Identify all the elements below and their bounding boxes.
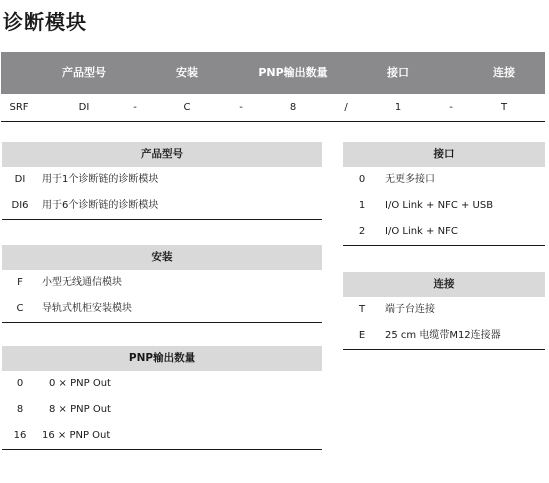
pnp-table-title: PNP输出数量 <box>2 346 322 371</box>
code-separator: / <box>344 102 348 113</box>
interface-table <box>343 142 545 246</box>
pnp-table <box>2 346 322 450</box>
option-code: 2 <box>358 226 366 237</box>
option-desc: 用于1个诊断链的诊断模块 <box>42 174 159 185</box>
code-seg: 8 <box>289 102 297 113</box>
option-code: DI <box>14 174 26 185</box>
table-row <box>2 423 322 450</box>
page-title: 诊断模块 <box>3 10 87 34</box>
option-code: E <box>358 330 366 341</box>
table-row <box>2 167 322 193</box>
option-code: DI6 <box>11 200 29 211</box>
code-separator: - <box>239 102 243 113</box>
table-row <box>2 296 322 323</box>
header-col-connection: 连接 <box>493 66 515 79</box>
option-desc: I/O Link + NFC <box>385 226 458 237</box>
option-desc: 25 cm 电缆带M12连接器 <box>385 330 501 341</box>
option-code: F <box>17 277 23 288</box>
option-desc: I/O Link + NFC + USB <box>385 200 494 211</box>
install-table-title: 安装 <box>2 245 322 270</box>
option-desc: 8 × PNP Out <box>49 404 111 415</box>
product-table <box>2 142 322 220</box>
code-seg: T <box>500 102 508 113</box>
option-desc: 端子台连接 <box>385 304 435 315</box>
code-seg: DI <box>78 102 90 113</box>
option-desc: 0 × PNP Out <box>49 378 111 389</box>
table-row <box>343 323 545 350</box>
code-row <box>1 94 545 122</box>
table-row <box>343 219 545 246</box>
code-seg: C <box>183 102 191 113</box>
option-desc: 无更多接口 <box>385 174 435 185</box>
interface-table-title: 接口 <box>343 142 545 167</box>
option-code: 1 <box>358 200 366 211</box>
header-col-interface: 接口 <box>387 66 409 79</box>
table-row <box>2 193 322 220</box>
install-table <box>2 245 322 323</box>
code-separator: - <box>133 102 137 113</box>
option-code: 0 <box>16 378 24 389</box>
table-row <box>2 397 322 423</box>
table-row <box>343 193 545 219</box>
option-code: 16 <box>13 430 27 441</box>
option-desc: 16 × PNP Out <box>42 430 111 441</box>
code-separator: - <box>449 102 453 113</box>
code-seg: SRF <box>9 102 29 113</box>
header-col-install: 安装 <box>176 66 198 79</box>
option-code: 0 <box>358 174 366 185</box>
option-desc: 导轨式机柜安装模块 <box>42 303 132 314</box>
option-desc: 小型无线通信模块 <box>42 277 122 288</box>
connection-table-title: 连接 <box>343 272 545 297</box>
table-row <box>343 167 545 193</box>
product-table-title: 产品型号 <box>2 142 322 167</box>
table-row <box>2 371 322 397</box>
option-code: C <box>16 303 24 314</box>
table-row <box>2 270 322 296</box>
header-band <box>1 52 545 94</box>
option-desc: 用于6个诊断链的诊断模块 <box>42 200 159 211</box>
header-col-pnp: PNP输出数量 <box>258 66 328 79</box>
option-code: T <box>358 304 366 315</box>
header-col-product: 产品型号 <box>62 66 106 79</box>
option-code: 8 <box>16 404 24 415</box>
table-row <box>343 297 545 323</box>
code-seg: 1 <box>394 102 402 113</box>
connection-table <box>343 272 545 350</box>
